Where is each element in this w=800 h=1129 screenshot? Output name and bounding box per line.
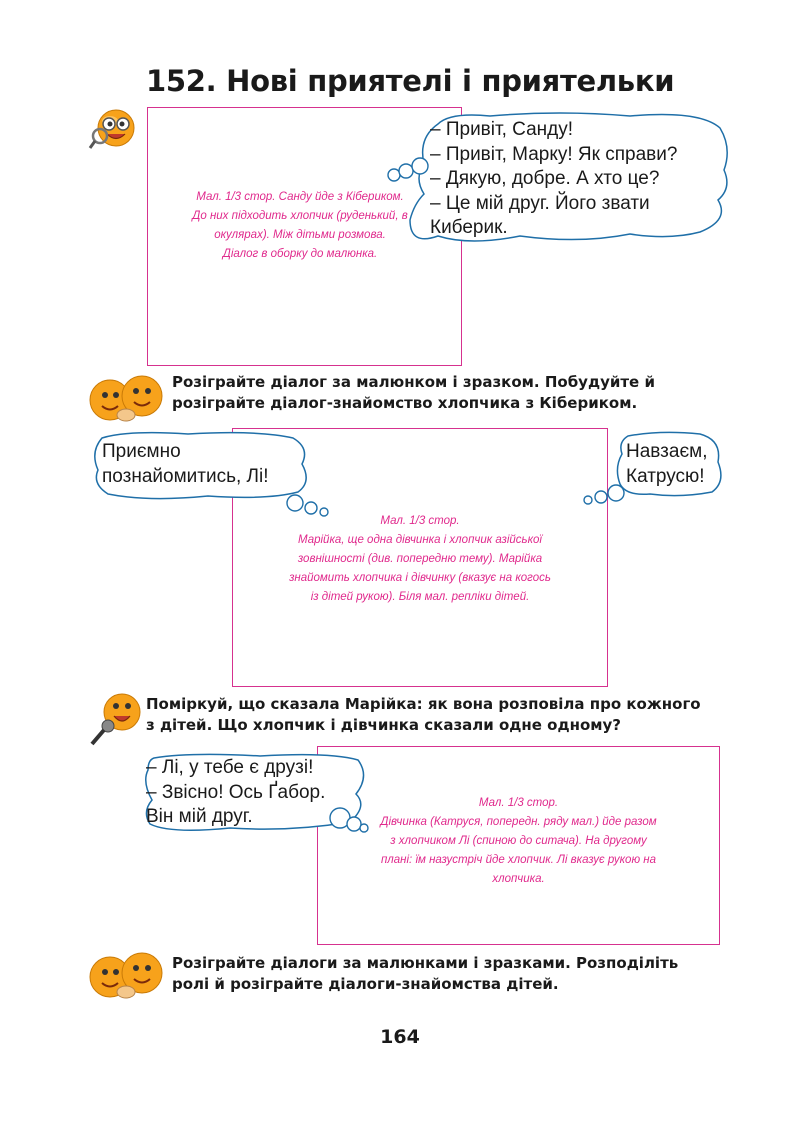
dialog-line: Навзаєм, [626,441,708,462]
dialog-text-2-left [102,440,269,489]
task-3 [172,953,720,995]
dialog-line: Приємно [102,441,181,462]
note-line: Мал. 1/3 стор. [380,515,460,527]
two-smileys-icon [88,373,170,425]
note-line: Дівчинка (Катруся, попередн. ряду мал.) йде разом [380,816,657,828]
task-1 [172,372,720,414]
illustration-note-3 [322,794,715,889]
dialog-line: Киберик. [430,217,508,238]
magnifier-smiley-icon [88,106,136,152]
dialog-text-2-right [626,440,707,489]
dialog-text-3 [146,756,325,830]
task-line: розіграйте діалог-знайомство хлопчика з Кібериком. [172,394,638,412]
note-line: з хлопчиком Лі (спиною до ситача). На другому [390,835,647,847]
illustration-note-2 [236,512,604,607]
dialog-line: – Привіт, Санду! [430,119,574,140]
note-line: До них підходить хлопчик (руденький, в [192,210,408,222]
dialog-line: Він мій друг. [146,806,253,827]
note-line: зовнішності (див. попередню тему). Марійка [297,553,543,565]
note-line: із дітей рукою). Біля мал. репліки дітей. [310,591,530,603]
task-line: з дітей. Що хлопчик і дівчинка сказали одне одному? [146,716,622,734]
task-line: ролі й розіграйте діалоги-знайомства дітей. [172,975,559,993]
note-line: окулярах). Між дітьми розмова. [214,229,386,241]
dialog-line: – Звісно! Ось Ґабор. [146,781,326,803]
note-line: Діалог в оборку до малюнка. [222,248,378,260]
note-line: хлопчика. [492,873,545,885]
note-line: Мал. 1/3 стор. Санду йде з Кібериком. [196,191,404,203]
dialog-text-1 [430,118,677,241]
dialog-line: – Лі, у тебе є друзі! [146,757,314,778]
task-line: Розіграйте діалоги за малюнками і зразками. Розподіліть [172,954,679,972]
note-line: плані: їм назустріч йде хлопчик. Лі вказує рукою на [380,854,657,866]
dialog-line: – Привіт, Марку! Як справи? [430,143,678,165]
page-number: 164 [380,1026,420,1048]
note-line: знайомить хлопчика і дівчинку (вказує на когось [289,572,551,584]
note-line: Марійка, ще одна дівчинка і хлопчик азійської [298,534,542,546]
two-smileys-icon [88,950,170,1002]
note-line: Мал. 1/3 стор. [478,797,559,809]
dialog-line: Катрусю! [626,465,705,487]
task-2 [146,694,720,736]
dialog-line: – Дякую, добре. А хто це? [430,168,660,189]
task-line: Поміркуй, що сказала Марійка: як вона розповіла про кожного [146,695,701,713]
dialog-line: познайомитись, Лі! [102,465,269,487]
dialog-line: – Це мій друг. Його звати [430,192,650,214]
task-line: Розіграйте діалог за малюнком і зразком. Побудуйте й [172,373,655,391]
microphone-smiley-icon [88,690,144,746]
page-title: 152. Нові приятелі і приятельки [146,64,675,98]
